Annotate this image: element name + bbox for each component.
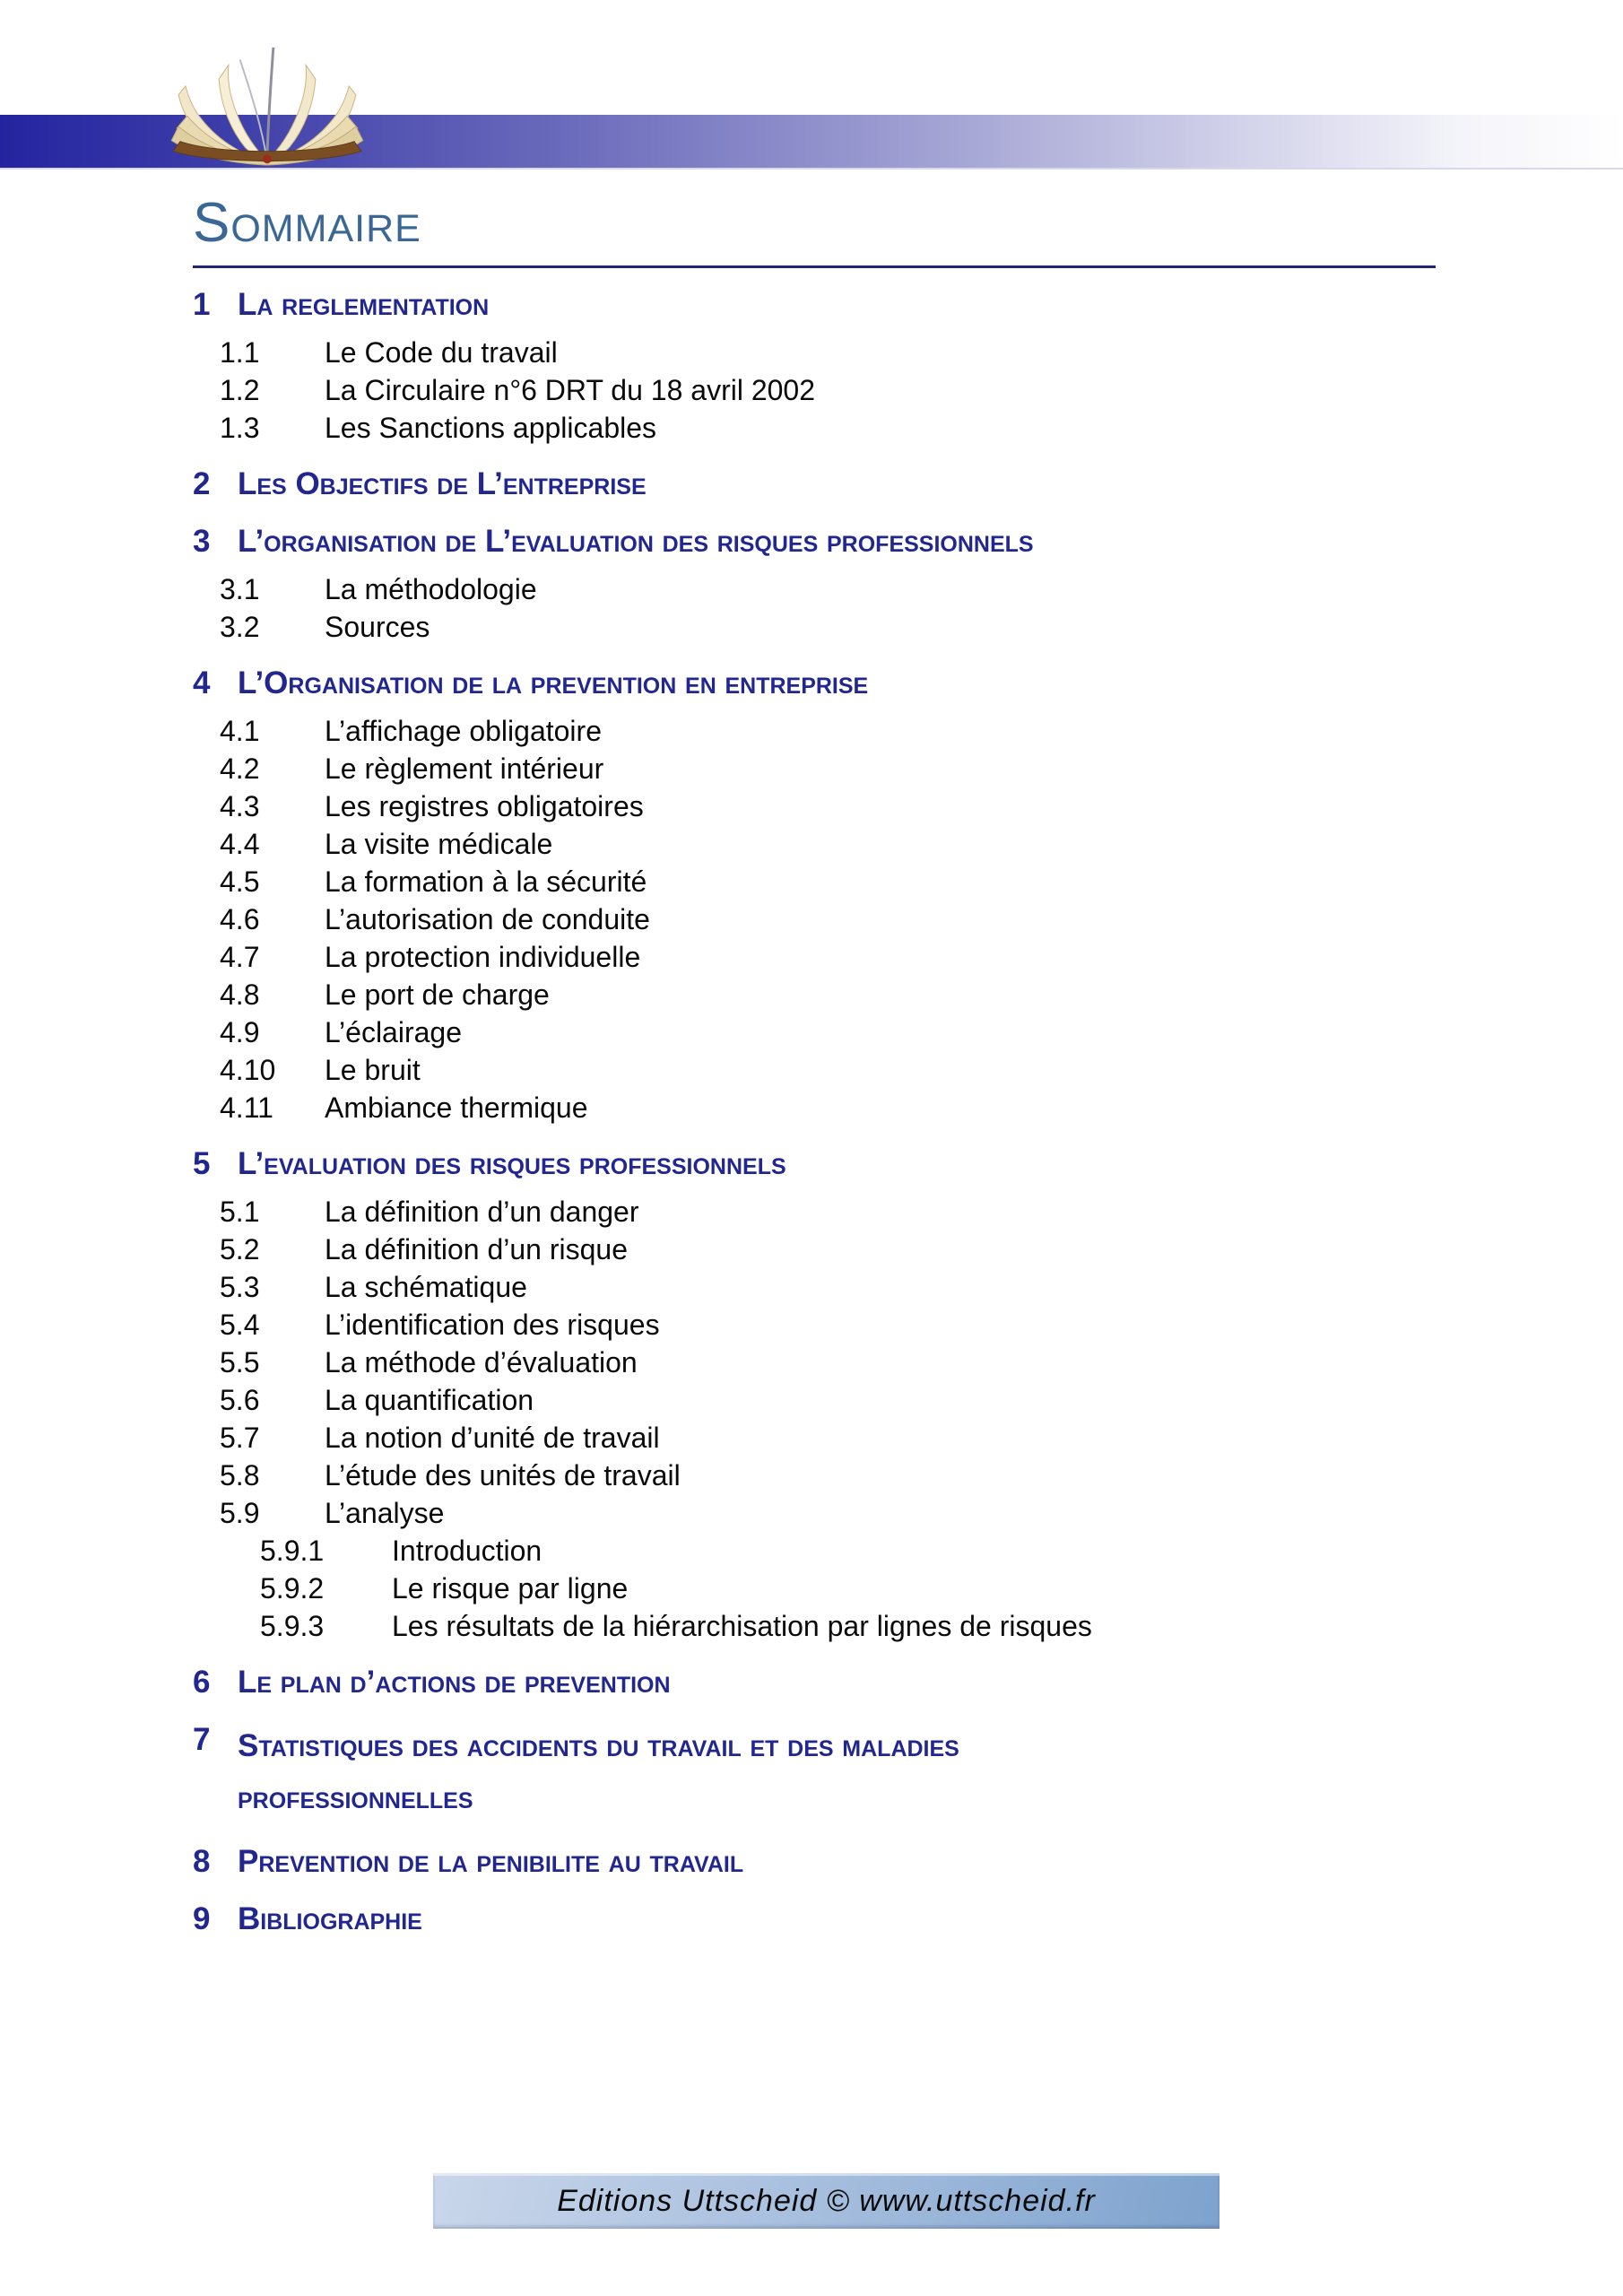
toc-entry-number: 5.3: [220, 1271, 260, 1303]
toc-entry-label: [238, 1720, 959, 1824]
toc-entry-line: La protection individuelle: [325, 941, 641, 973]
table-of-contents: [193, 285, 1484, 1948]
toc-entry-line: Sources: [325, 611, 430, 643]
toc-entry: [193, 570, 1484, 608]
toc-entry-number: 1: [193, 287, 211, 322]
toc-entry-label: [325, 1494, 444, 1532]
toc-entry-line: La définition d’un danger: [325, 1196, 639, 1228]
toc-entry: [193, 1344, 1484, 1381]
toc-entry: [193, 285, 1484, 325]
toc-entry-line: L’étude des unités de travail: [325, 1459, 681, 1492]
toc-entry-label: [325, 1231, 628, 1268]
toc-entry-label: [325, 334, 558, 371]
toc-entry-label: [325, 1381, 534, 1419]
toc-entry-label: [325, 1193, 639, 1231]
toc-entry-number: 3.1: [220, 573, 260, 605]
toc-entry-line: Les résultats de la hiérarchisation par lignes de risques: [392, 1610, 1092, 1642]
toc-entry: [193, 1663, 1484, 1702]
toc-entry-number: 4.3: [220, 790, 260, 822]
toc-entry: [193, 1900, 1484, 1939]
toc-entry-line: Le Code du travail: [325, 336, 558, 369]
toc-entry-label: [325, 570, 537, 608]
toc-entry-number: 1.2: [220, 374, 260, 406]
toc-entry-line: L’organisation de L’evaluation des risques professionnels: [238, 524, 1034, 559]
toc-entry-line: La définition d’un risque: [325, 1233, 629, 1265]
toc-entry-number: 5.9.3: [260, 1610, 325, 1642]
toc-entry: [193, 1268, 1484, 1306]
toc-entry: [193, 750, 1484, 787]
toc-entry-number: 6: [193, 1665, 211, 1700]
toc-entry-number: 5.9: [220, 1497, 260, 1529]
toc-entry: [193, 522, 1484, 561]
toc-entry: [193, 608, 1484, 646]
toc-entry-line: L’evaluation des risques professionnels: [238, 1146, 786, 1181]
toc-entry-number: 4.8: [220, 978, 260, 1011]
toc-entry-label: [325, 608, 430, 646]
toc-entry-label: [325, 938, 640, 976]
toc-entry-line: La méthodologie: [325, 573, 537, 605]
toc-entry-label: [238, 1900, 422, 1939]
toc-entry-line: Le port de charge: [325, 978, 550, 1011]
toc-entry: [193, 1231, 1484, 1268]
toc-entry: [193, 1720, 1484, 1824]
toc-entry-number: 1.3: [220, 412, 260, 444]
toc-entry-number: 1.1: [220, 336, 260, 369]
toc-entry-line: L’éclairage: [325, 1016, 462, 1048]
toc-entry: [193, 825, 1484, 863]
toc-entry-line: L’affichage obligatoire: [325, 715, 602, 747]
toc-entry: [193, 863, 1484, 900]
toc-entry-label: [238, 1842, 743, 1882]
toc-entry-label: [325, 900, 650, 938]
toc-entry-line: Le risque par ligne: [392, 1572, 629, 1605]
toc-entry-number: 5.1: [220, 1196, 260, 1228]
toc-entry: [193, 1842, 1484, 1882]
toc-entry-line: Le règlement intérieur: [325, 752, 604, 785]
toc-entry-number: 4.2: [220, 752, 260, 785]
toc-entry-line: La méthode d’évaluation: [325, 1346, 638, 1378]
toc-entry: [193, 938, 1484, 976]
toc-entry-label: [238, 1144, 786, 1184]
toc-entry: [193, 787, 1484, 825]
toc-entry-label: [238, 465, 647, 504]
toc-entry-line: L’identification des risques: [325, 1309, 660, 1341]
toc-entry: [193, 1494, 1484, 1532]
toc-entry: [193, 1607, 1484, 1645]
toc-entry-label: [325, 409, 656, 447]
toc-entry-label: [238, 285, 489, 325]
toc-entry-label: [325, 976, 550, 1013]
toc-entry-number: 5.9.1: [260, 1535, 325, 1567]
toc-entry-number: 9: [193, 1901, 211, 1936]
toc-entry: [193, 1193, 1484, 1231]
toc-entry-label: [325, 1306, 660, 1344]
toc-entry-line: Introduction: [392, 1535, 542, 1567]
footer-text: Editions Uttscheid © www.uttscheid.fr: [557, 2183, 1096, 2218]
toc-entry-label: [325, 712, 602, 750]
toc-entry-line: Le plan d’actions de prevention: [238, 1665, 671, 1700]
toc-entry-number: 5.2: [220, 1233, 260, 1265]
toc-entry: [193, 664, 1484, 703]
toc-entry-line: La notion d’unité de travail: [325, 1422, 660, 1454]
open-book-icon: [139, 40, 395, 170]
toc-entry: [193, 1013, 1484, 1051]
toc-entry-line: Statistiques des accidents du travail et des maladies: [238, 1728, 959, 1763]
toc-entry-label: [325, 1457, 681, 1494]
toc-entry: [193, 1419, 1484, 1457]
toc-entry-line: L’autorisation de conduite: [325, 903, 650, 935]
footer-banner: [433, 2173, 1219, 2229]
toc-entry-number: 5.9.2: [260, 1572, 325, 1605]
toc-entry: [193, 900, 1484, 938]
toc-entry-line: La schématique: [325, 1271, 527, 1303]
toc-entry-number: 4.6: [220, 903, 260, 935]
toc-entry: [193, 1570, 1484, 1607]
toc-entry: [193, 1532, 1484, 1570]
toc-entry-line: Le bruit: [325, 1054, 421, 1086]
toc-entry-label: [392, 1532, 542, 1570]
toc-entry-number: 4: [193, 665, 211, 700]
toc-entry-line: La visite médicale: [325, 828, 553, 860]
toc-entry-label: [392, 1570, 628, 1607]
toc-entry-label: [238, 522, 1034, 561]
toc-entry-line: Prevention de la penibilite au travail: [238, 1844, 744, 1879]
toc-entry-label: [325, 1268, 527, 1306]
toc-entry-label: [325, 863, 647, 900]
page-title: Sommaire: [193, 192, 421, 254]
toc-entry-line: Les Objectifs de L’entreprise: [238, 466, 647, 501]
toc-entry-line: La quantification: [325, 1384, 534, 1416]
toc-entry: [193, 334, 1484, 371]
toc-entry: [193, 371, 1484, 409]
toc-entry: [193, 1306, 1484, 1344]
toc-entry-label: [325, 1344, 638, 1381]
toc-entry-number: 3.2: [220, 611, 260, 643]
toc-entry-line: L’Organisation de la prevention en entreprise: [238, 665, 869, 700]
toc-entry-number: 5.6: [220, 1384, 260, 1416]
toc-entry: [193, 1381, 1484, 1419]
toc-entry-number: 4.11: [220, 1091, 273, 1124]
toc-entry: [193, 409, 1484, 447]
toc-entry-number: 3: [193, 524, 211, 559]
toc-entry-label: [238, 664, 868, 703]
toc-entry-number: 4.5: [220, 865, 260, 898]
toc-entry-line: Bibliographie: [238, 1901, 422, 1936]
toc-entry-number: 4.10: [220, 1054, 276, 1086]
toc-entry: [193, 1457, 1484, 1494]
toc-entry-number: 4.4: [220, 828, 260, 860]
toc-entry-label: [325, 1051, 421, 1089]
toc-entry: [193, 1144, 1484, 1184]
toc-entry-number: 5.8: [220, 1459, 260, 1492]
toc-entry-label: [325, 371, 815, 409]
toc-entry-line: La reglementation: [238, 287, 490, 322]
toc-entry-number: 4.1: [220, 715, 260, 747]
title-underline: [193, 265, 1436, 268]
toc-entry-label: [325, 750, 603, 787]
toc-entry: [193, 1051, 1484, 1089]
toc-entry-label: [392, 1607, 1092, 1645]
toc-entry-number: 4.9: [220, 1016, 260, 1048]
toc-entry: [193, 465, 1484, 504]
toc-entry-label: [325, 787, 644, 825]
toc-entry-line: La formation à la sécurité: [325, 865, 647, 898]
toc-entry-line: L’analyse: [325, 1497, 445, 1529]
toc-entry-label: [238, 1663, 671, 1702]
toc-entry-number: 5.7: [220, 1422, 260, 1454]
toc-entry-line: professionnelles: [238, 1780, 473, 1815]
toc-entry-label: [325, 1089, 587, 1126]
toc-entry-line: Les registres obligatoires: [325, 790, 644, 822]
toc-entry-line: Les Sanctions applicables: [325, 412, 657, 444]
toc-entry-number: 4.7: [220, 941, 260, 973]
toc-entry: [193, 976, 1484, 1013]
toc-entry-number: 2: [193, 466, 211, 501]
toc-entry-number: 5.4: [220, 1309, 260, 1341]
toc-entry-number: 7: [193, 1722, 211, 1757]
toc-entry-number: 5.5: [220, 1346, 260, 1378]
toc-entry-label: [325, 1419, 660, 1457]
toc-entry-label: [325, 825, 552, 863]
toc-entry-number: 5: [193, 1146, 211, 1181]
toc-entry-label: [325, 1013, 462, 1051]
toc-entry-number: 8: [193, 1844, 211, 1879]
toc-entry: [193, 1089, 1484, 1126]
toc-entry-line: La Circulaire n°6 DRT du 18 avril 2002: [325, 374, 816, 406]
toc-entry: [193, 712, 1484, 750]
toc-entry-line: Ambiance thermique: [325, 1091, 588, 1124]
